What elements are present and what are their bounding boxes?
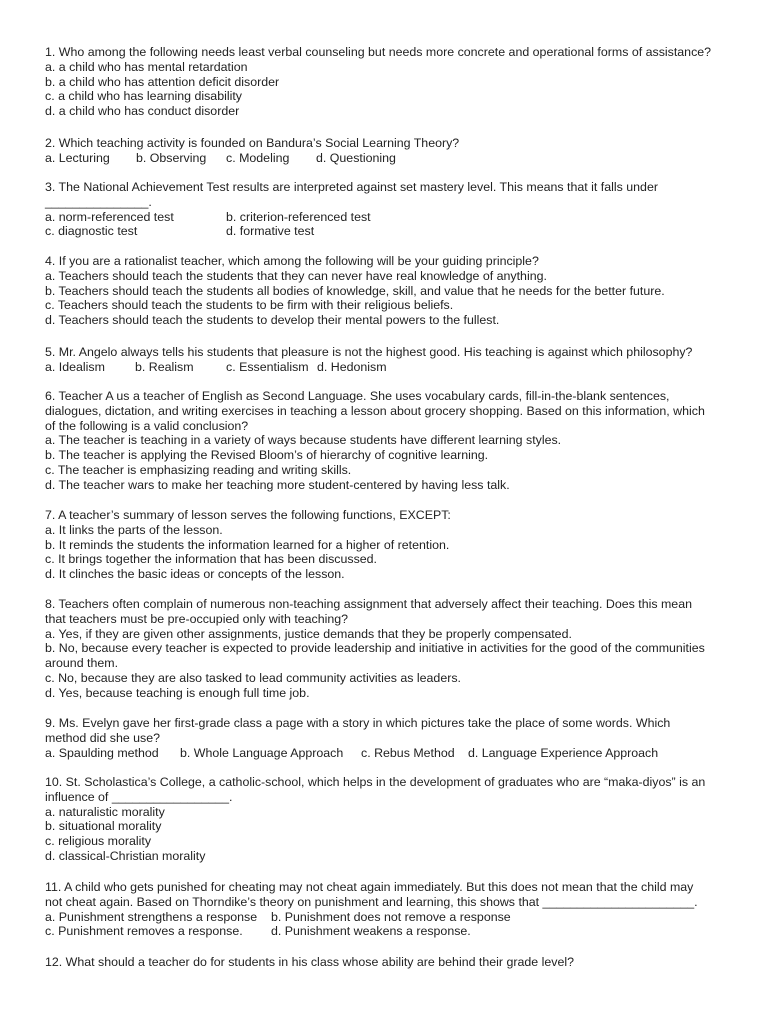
question-stem-line-1: 6. Teacher A us a teacher of English as Second Language. She uses vocabulary cards, fill-in-the-blank sentences, [45, 389, 670, 403]
question-7 [45, 508, 735, 582]
question-4 [45, 254, 735, 328]
question-stem-line-2: dialogues, dictation, and writing exercises in teaching a lesson about grocery shopping. Based on this information, which [45, 403, 705, 418]
option-a: a. Teachers should teach the students that they can never have real knowledge of anything. [45, 268, 547, 283]
option-c: c. religious morality [45, 834, 152, 849]
question-stem: 2. Which teaching activity is founded on Bandura’s Social Learning Theory? [45, 136, 460, 150]
option-a: a. norm-referenced test [45, 209, 174, 224]
question-stem: 7. A teacher’s summary of lesson serves the following functions, EXCEPT: [45, 508, 451, 522]
question-stem: 12. What should a teacher do for students in his class whose ability are behind their grade level? [45, 955, 574, 969]
option-d: d. Questioning [316, 150, 396, 165]
option-c: c. Essentialism [226, 359, 309, 374]
options-row [45, 151, 735, 166]
option-d: d. a child who has conduct disorder [45, 104, 240, 119]
option-a: a. It links the parts of the lesson. [45, 522, 223, 537]
option-a: a. Idealism [45, 359, 105, 374]
option-b: b. Whole Language Approach [180, 745, 344, 760]
option-c: c. No, because they are also tasked to lead community activities as leaders. [45, 670, 461, 685]
options-row [45, 910, 735, 925]
option-c: c. diagnostic test [45, 224, 138, 239]
option-c: c. Rebus Method [361, 745, 455, 760]
option-a: a. The teacher is teaching in a variety of ways because students have different learning styles. [45, 433, 562, 448]
option-a: a. Spaulding method [45, 745, 159, 760]
options-row [45, 746, 735, 761]
option-a: a. Punishment strengthens a response [45, 909, 258, 924]
option-b: b. criterion-referenced test [226, 209, 371, 224]
option-d: d. formative test [226, 224, 315, 239]
options-row [45, 210, 735, 225]
option-a: a. naturalistic morality [45, 804, 165, 819]
option-b: b. No, because every teacher is expected to provide leadership and initiative in activities for the good of the communities [45, 641, 705, 656]
question-stem: 4. If you are a rationalist teacher, which among the following will be your guiding principle? [45, 254, 539, 268]
question-2 [45, 136, 735, 166]
option-d: d. Hedonism [317, 359, 387, 374]
option-a: a. Yes, if they are given other assignments, justice demands that they be properly compensated. [45, 626, 572, 641]
option-d: d. It clinches the basic ideas or concepts of the lesson. [45, 567, 345, 582]
question-stem-line-1: 10. St. Scholastica’s College, a catholic-school, which helps in the development of graduates who are “maka-diyos” is an [45, 775, 706, 789]
option-d: d. Yes, because teaching is enough full time job. [45, 685, 310, 700]
question-stem: 1. Who among the following needs least verbal counseling but needs more concrete and operational forms of assistance? [45, 45, 712, 59]
options-row [45, 924, 735, 939]
option-c: c. a child who has learning disability [45, 89, 242, 104]
option-c: c. It brings together the information that has been discussed. [45, 552, 377, 567]
option-d: d. Language Experience Approach [468, 745, 659, 760]
options-row [45, 224, 735, 239]
question-5 [45, 345, 735, 375]
question-10 [45, 775, 735, 864]
question-stem-line-1: 9. Ms. Evelyn gave her first-grade class a page with a story in which pictures take the place of some words. Which [45, 716, 671, 730]
option-c: c. Teachers should teach the students to be firm with their religious beliefs. [45, 298, 454, 313]
option-d: d. The teacher wars to make her teaching more student-centered by having less talk. [45, 477, 510, 492]
option-b: b. situational morality [45, 819, 162, 834]
question-12 [45, 955, 735, 970]
option-d: d. Punishment weakens a response. [271, 924, 471, 939]
option-c: c. Punishment removes a response. [45, 924, 243, 939]
option-b: b. Observing [136, 150, 207, 165]
question-11 [45, 880, 735, 939]
option-b: b. a child who has attention deficit disorder [45, 74, 280, 89]
option-b: b. It reminds the students the information learned for a higher of retention. [45, 537, 450, 552]
question-stem-line-3: of the following is a valid conclusion? [45, 418, 249, 433]
option-a: a. a child who has mental retardation [45, 59, 248, 74]
question-stem-line-1: 8. Teachers often complain of numerous non-teaching assignment that adversely affect their teaching. Does this mean [45, 597, 692, 611]
option-b: b. The teacher is applying the Revised Bloom’s of hierarchy of cognitive learning. [45, 448, 489, 463]
question-stem-line-1: 11. A child who gets punished for cheating may not cheat again immediately. But this does not mean that the child may [45, 880, 694, 894]
option-b: b. Realism [135, 359, 194, 374]
question-3 [45, 180, 735, 239]
question-stem: 3. The National Achievement Test results are interpreted against set mastery level. This means that it falls under [45, 180, 658, 194]
option-b: b. Punishment does not remove a response [271, 909, 511, 924]
answer-blank: _______________. [45, 194, 152, 209]
question-stem: 5. Mr. Angelo always tells his students that pleasure is not the highest good. His teaching is against which philosophy? [45, 345, 693, 359]
option-b: b. Teachers should teach the students all bodies of knowledge, skill, and value that he needs for the better future. [45, 283, 665, 298]
option-d: d. classical-Christian morality [45, 848, 206, 863]
question-stem-line-2: that teachers must be pre-occupied only with teaching? [45, 611, 349, 626]
question-stem-line-2: not cheat again. Based on Thorndike’s theory on punishment and learning, this shows that ______________________. [45, 894, 698, 909]
question-9 [45, 716, 735, 760]
question-stem-line-2: influence of _________________. [45, 789, 233, 804]
question-stem-line-2: method did she use? [45, 730, 161, 745]
option-c: c. The teacher is emphasizing reading and writing skills. [45, 462, 352, 477]
option-c: c. Modeling [226, 150, 290, 165]
question-1 [45, 45, 735, 119]
option-b-continued: around them. [45, 656, 119, 671]
option-a: a. Lecturing [45, 150, 110, 165]
option-d: d. Teachers should teach the students to develop their mental powers to the fullest. [45, 313, 500, 328]
question-6 [45, 389, 735, 493]
question-8 [45, 597, 735, 701]
options-row [45, 360, 735, 375]
